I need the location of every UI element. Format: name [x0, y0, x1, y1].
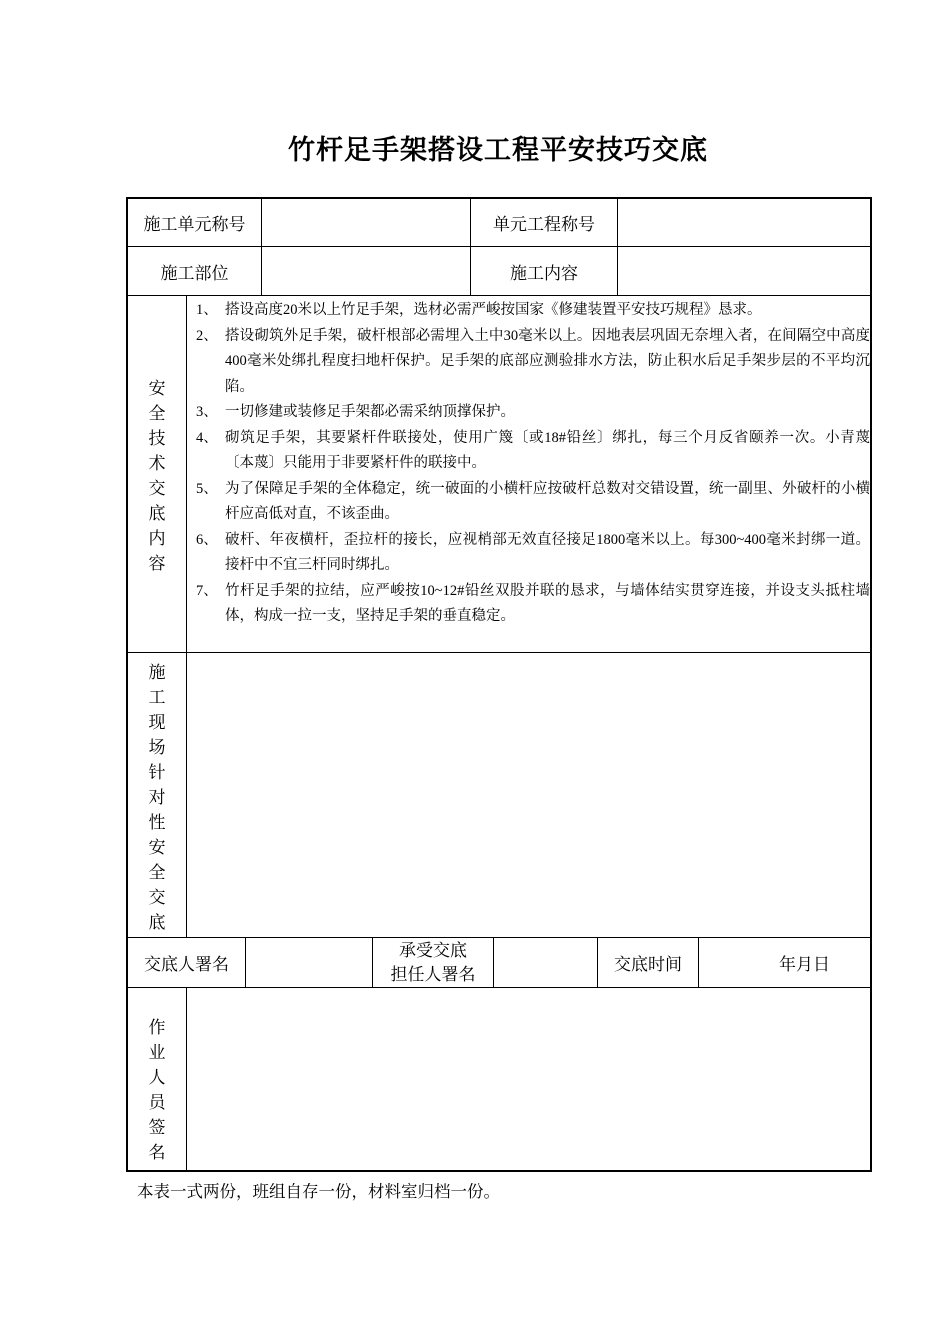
safety-content [194, 298, 870, 630]
list-item [194, 477, 870, 528]
label-char: 性 [148, 813, 166, 832]
label-char: 交 [148, 888, 166, 907]
list-item [194, 426, 870, 477]
item-number: 6、 [196, 531, 218, 548]
label-char: 工 [148, 688, 166, 707]
project-name-field[interactable] [618, 199, 870, 246]
label-char: 底 [148, 504, 166, 523]
list-item [194, 324, 870, 401]
list-item [194, 528, 870, 579]
label-char: 员 [148, 1093, 166, 1112]
label-char: 业 [148, 1043, 166, 1062]
site-content-field[interactable] [187, 653, 870, 937]
item-number: 4、 [196, 429, 218, 446]
item-text: 砌筑足手架，其要紧杆件联接处，使用广篾〔或18#铅丝〕绑扎，每三个月反省颐养一次。小青蔑〔本蔑〕只能用于非要紧杆件的联接中。 [225, 429, 870, 471]
disclosure-form [126, 197, 872, 1172]
receiver-signature-field[interactable] [494, 938, 597, 987]
label-char: 内 [148, 529, 166, 548]
document-title: 竹杆足手架搭设工程平安技巧交底 [288, 135, 708, 166]
item-text: 一切修建或装修足手架都必需采纳顶撑保护。 [225, 404, 515, 420]
presenter-label: 交底人署名 [144, 955, 229, 974]
item-text: 为了保障足手架的全体稳定，统一破面的小横杆应按破杆总数对交错设置，统一副里、外破杆的小横杆应高低对直，不该歪曲。 [225, 480, 870, 522]
list-item [194, 400, 870, 426]
label-char: 作 [148, 1018, 166, 1037]
label-char: 术 [148, 454, 166, 473]
label-char: 人 [148, 1068, 166, 1087]
site-section-label [128, 660, 186, 935]
item-text: 搭设砌筑外足手架，破杆根部必需埋入土中30毫米以上。因地表层巩固无奈埋入者，在间隔空中高度400毫米处绑扎程度扫地杆保护。足手架的底部应测验排水方法，防止积水后足手架步层的不平均沉陷。 [225, 327, 870, 395]
unit-name-field[interactable] [262, 199, 470, 246]
label-char: 交 [148, 479, 166, 498]
location-field[interactable] [262, 247, 470, 295]
content-field[interactable] [618, 247, 870, 295]
label-char: 施 [148, 663, 166, 682]
item-number: 7、 [196, 582, 218, 599]
label-char: 现 [148, 713, 166, 732]
label-char: 安 [148, 838, 166, 857]
label-char: 底 [148, 913, 166, 932]
time-label: 交底时间 [614, 955, 682, 974]
presenter-signature-field[interactable] [246, 938, 372, 987]
list-item [194, 298, 870, 324]
label-char: 技 [148, 429, 166, 448]
item-number: 5、 [196, 480, 218, 497]
workers-signature-field[interactable] [187, 988, 870, 1172]
item-text: 竹杆足手架的拉结，应严峻按10~12#铅丝双股并联的恳求，与墙体结实贯穿连接，并设支头抵柱墙体，构成一拉一支，坚持足手架的垂直稳定。 [225, 582, 870, 624]
receiver-label [373, 938, 493, 987]
date-field[interactable]: 年月日 [779, 955, 830, 974]
receiver-label-line1: 承受交底 [399, 940, 467, 960]
workers-section-label [128, 1015, 186, 1165]
label-char: 名 [148, 1143, 166, 1162]
item-text: 破杆、年夜横杆，歪拉杆的接长，应视梢部无效直径接足1800毫米以上。每300~400毫米封绑一道。接杆中不宜三杆同时绑扎。 [225, 531, 870, 573]
label-char: 全 [148, 863, 166, 882]
item-number: 1、 [196, 302, 218, 318]
label-char: 针 [148, 763, 166, 782]
label-char: 对 [148, 788, 166, 807]
location-label: 施工部位 [160, 263, 229, 283]
item-text: 搭设高度20米以上竹足手架，选材必需严峻按国家《修建装置平安技巧规程》恳求。 [225, 302, 762, 318]
footer-note: 本表一式两份，班组自存一份，材料室归档一份。 [137, 1182, 500, 1201]
safety-section-label [128, 376, 186, 576]
project-name-label: 单元工程称号 [493, 215, 595, 234]
label-char: 签 [148, 1118, 166, 1137]
label-char: 安 [148, 379, 166, 398]
label-char: 容 [148, 554, 166, 573]
item-number: 2、 [196, 327, 218, 344]
unit-name-label: 施工单元称号 [143, 215, 246, 234]
item-number: 3、 [196, 404, 218, 420]
receiver-label-line2: 担任人署名 [390, 964, 476, 984]
label-char: 场 [148, 738, 166, 757]
content-label: 施工内容 [510, 263, 578, 283]
row-divider [128, 295, 870, 296]
list-item [194, 579, 870, 630]
label-char: 全 [148, 404, 166, 423]
